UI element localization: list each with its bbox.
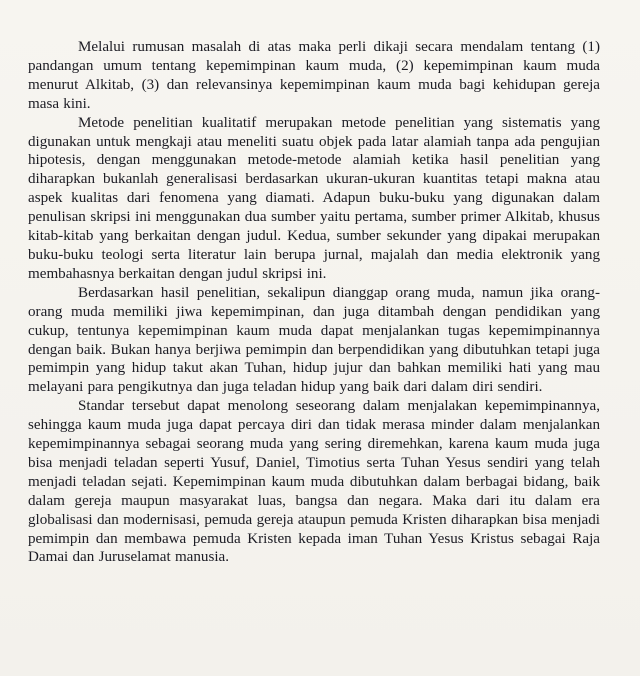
body-text xyxy=(28,38,600,567)
paragraph-research-method: Metode penelitian kualitatif merupakan metode penelitian yang sistematis yang digunakan untuk mengkaji atau meneliti suatu objek pada latar alamiah tanpa ada pengujian hipotesis, dengan menggunakan metode-metode alamiah ketika hasil penelitian yang diharapkan bukanlah generalisasi berdasarkan ukuran-ukuran kuantitas tetapi makna atau aspek kualitas dari fenomena yang diamati. Adapun buku-buku yang digunakan dalam penulisan skripsi ini menggunakan dua sumber yaitu pertama, sumber primer Alkitab, khusus kitab-kitab yang berkaitan dengan judul. Kedua, sumber sekunder yang dipakai merupakan buku-buku teologi serta literatur lain berupa jurnal, majalah dan media elektronik yang membahasnya berkaitan dengan judul skripsi ini. xyxy=(28,114,600,282)
paragraph-standard-conclusion: Standar tersebut dapat menolong seseorang dalam menjalakan kepemimpinannya, sehingga kaum muda juga dapat percaya diri dan tidak merasa minder dalam menjalankan kepemimpinannya sebagai seorang muda yang sering diremehkan, karena kaum muda juga bisa menjadi teladan seperti Yusuf, Daniel, Timotius serta Tuhan Yesus sendiri yang telah menjadi teladan sejati. Kepemimpinan kaum muda dibutuhkan dalam berbagai bidang, baik dalam gereja maupun masyarakat luas, bangsa dan negara. Maka dari itu dalam era globalisasi dan modernisasi, pemuda gereja ataupun pemuda Kristen diharapkan bisa menjadi pemimpin dan membawa pemuda Kristen kepada iman Tuhan Yesus Kristus sebagai Raja Damai dan Juruselamat manusia. xyxy=(28,398,600,566)
paragraph-research-results: Berdasarkan hasil penelitian, sekalipun dianggap orang muda, namun jika orang-orang muda memiliki jiwa kepemimpinan, dan juga ditambah dengan pendidikan yang cukup, tentunya kepemimpinan kaum muda dapat menjalankan tugas kepemimpinannya dengan baik. Bukan hanya berjiwa pemimpin dan berpendidikan yang dibutuhkan tetapi juga pemimpin yang hidup takut akan Tuhan, hidup jujur dan bahkan memiliki hati yang mau melayani para pengikutnya dan juga teladan hidup yang baik dari dalam diri sendiri. xyxy=(28,284,600,396)
paragraph-problem-formulation: Melalui rumusan masalah di atas maka perli dikaji secara mendalam tentang (1) pandangan umum tentang kepemimpinan kaum muda, (2) kepemimpinan kaum muda menurut Alkitab, (3) dan relevansinya kepemimpinan kaum muda bagi kehidupan gereja masa kini. xyxy=(28,39,600,112)
